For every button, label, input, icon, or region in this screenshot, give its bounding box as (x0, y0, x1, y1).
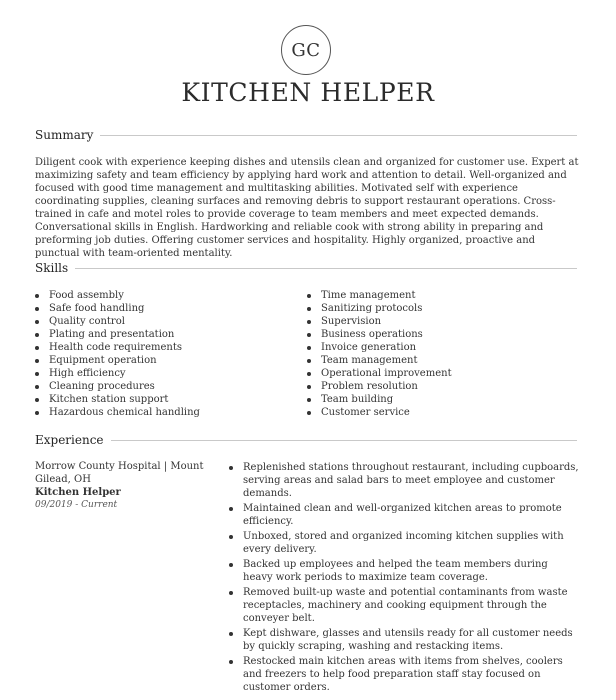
job-duties-list (229, 461, 579, 696)
duty-item: Maintained clean and well-organized kitchen areas to promote efficiency. (229, 502, 579, 528)
skill-item: Team management (307, 354, 452, 367)
skill-item: Team building (307, 393, 452, 406)
skill-item: Operational improvement (307, 367, 452, 380)
skill-item: Safe food handling (35, 302, 200, 315)
skills-heading: Skills (35, 261, 75, 275)
duty-item: Replenished stations throughout restaurant, including cupboards, serving areas and salad bars to meet employee and customer demands. (229, 461, 579, 500)
section-divider (35, 268, 577, 269)
monogram-badge: GC (281, 25, 331, 75)
skill-item: Time management (307, 289, 452, 302)
skill-item: Cleaning procedures (35, 380, 200, 393)
skill-item: Hazardous chemical handling (35, 406, 200, 419)
skill-item: Business operations (307, 328, 452, 341)
duty-item: Removed built-up waste and potential contaminants from waste receptacles, machinery and cooking equipment through the conveyer belt. (229, 586, 579, 625)
skill-item: Problem resolution (307, 380, 452, 393)
job-meta (35, 460, 215, 512)
skill-item: Kitchen station support (35, 393, 200, 406)
job-title: Kitchen Helper (35, 487, 121, 498)
job-employer: Morrow County Hospital | Mount Gilead, OH (35, 461, 204, 485)
duty-item: Backed up employees and helped the team members during heavy work periods to maximize team coverage. (229, 558, 579, 584)
duty-item: Unboxed, stored and organized incoming kitchen supplies with every delivery. (229, 530, 579, 556)
skill-item: Food assembly (35, 289, 200, 302)
summary-text: Diligent cook with experience keeping dishes and utensils clean and organized for customer use. Expert at maximizing safety and team efficiency by applying hard work and attention to detail. Well-organized and focused with good time management and multitasking abilities. Motivated self with experience coordinating supplies, cleaning surfaces and removing debris to support restaurant operations. Cross-trained in cafe and motel roles to provide coverage to team members and meet expected demands. Conversational skills in English. Hardworking and reliable cook with strong ability in preparing and preforming job duties. Offering customer services and hospitality. Highly organized, proactive and punctual with team-oriented mentality. (35, 157, 579, 259)
skill-item: Supervision (307, 315, 452, 328)
experience-heading: Experience (35, 433, 111, 447)
job-dates: 09/2019 - Current (35, 500, 118, 510)
section-divider (35, 135, 577, 136)
section-divider (35, 440, 577, 441)
resume-title: KITCHEN HELPER (181, 78, 435, 107)
summary-heading: Summary (35, 128, 100, 142)
skills-list-left (35, 289, 200, 419)
skill-item: Sanitizing protocols (307, 302, 452, 315)
skill-item: Health code requirements (35, 341, 200, 354)
skills-list-right (307, 289, 452, 419)
skill-item: Invoice generation (307, 341, 452, 354)
skill-item: Equipment operation (35, 354, 200, 367)
skill-item: Plating and presentation (35, 328, 200, 341)
duty-item: Kept dishware, glasses and utensils ready for all customer needs by quickly scraping, washing and restacking items. (229, 627, 579, 653)
skill-item: Customer service (307, 406, 452, 419)
duty-item: Restocked main kitchen areas with items from shelves, coolers and freezers to help food preparation staff stay focused on customer orders. (229, 655, 579, 694)
skill-item: Quality control (35, 315, 200, 328)
skill-item: High efficiency (35, 367, 200, 380)
